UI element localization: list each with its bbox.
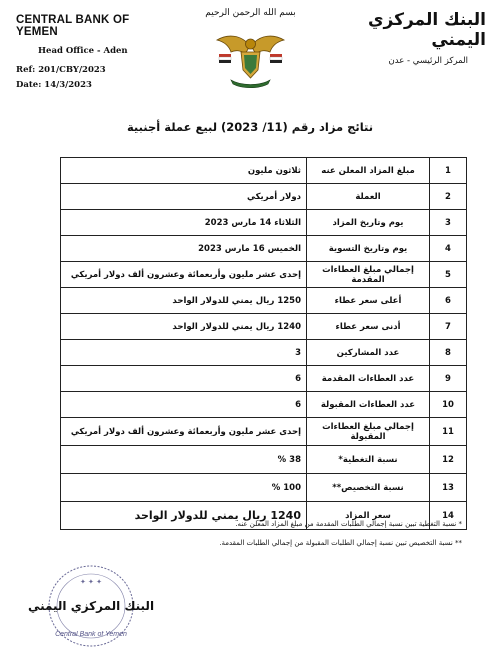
row-value: 6	[61, 366, 307, 392]
row-number: 5	[430, 262, 467, 288]
row-label: أعلى سعر عطاء	[307, 288, 430, 314]
footnote-coverage: * نسبة التغطية تبين نسبة إجمالي الطلبات المقدمة من مبلغ المزاد المعلن عنه.	[235, 520, 462, 528]
row-label: مبلغ المزاد المعلن عنه	[307, 158, 430, 184]
table-row	[61, 446, 467, 474]
table-row	[61, 262, 467, 288]
footnotes	[42, 520, 462, 558]
row-value: ثلاثون مليون	[61, 158, 307, 184]
letter-date: Date: 14/3/2023	[16, 80, 92, 90]
header-emblem	[195, 8, 305, 93]
row-value: 3	[61, 340, 307, 366]
row-value: 1240 ريال يمني للدولار الواحد	[61, 314, 307, 340]
row-label: إجمالي مبلغ العطاءات المقدمة	[307, 262, 430, 288]
row-number: 7	[430, 314, 467, 340]
svg-text:البنك المركزي اليمني: البنك المركزي اليمني	[27, 599, 155, 613]
row-value: 6	[61, 392, 307, 418]
table-row	[61, 184, 467, 210]
row-label: عدد المشاركين	[307, 340, 430, 366]
row-label: نسبة التغطية*	[307, 446, 430, 474]
table-row	[61, 392, 467, 418]
row-number: 6	[430, 288, 467, 314]
row-value: دولار أمريكي	[61, 184, 307, 210]
row-value: الثلاثاء 14 مارس 2023	[61, 210, 307, 236]
table-row	[61, 314, 467, 340]
svg-text:✦ ✦ ✦: ✦ ✦ ✦	[79, 578, 103, 586]
ref-number: Ref: 201/CBY/2023	[16, 65, 106, 75]
row-label: عدد العطاءات المقدمة	[307, 366, 430, 392]
row-label: يوم وتاريخ التسوية	[307, 236, 430, 262]
row-number: 12	[430, 446, 467, 474]
row-value: 1250 ريال يمني للدولار الواحد	[61, 288, 307, 314]
row-value: إحدى عشر مليون وأربعمائة وعشرون ألف دولار أمريكي	[61, 418, 307, 446]
row-number: 9	[430, 366, 467, 392]
row-value: إحدى عشر مليون وأربعمائة وعشرون ألف دولار أمريكي	[61, 262, 307, 288]
row-value: 1240 ريال يمني للدولار الواحد	[61, 502, 307, 530]
table-row	[61, 288, 467, 314]
table-row	[61, 236, 467, 262]
basmala: بسم الله الرحمن الرحيم	[205, 8, 296, 18]
table-row	[61, 474, 467, 502]
table-row	[61, 210, 467, 236]
row-value: 38 %	[61, 446, 307, 474]
row-number: 1	[430, 158, 467, 184]
table-row	[61, 418, 467, 446]
office-en: Head Office - Aden	[38, 46, 128, 56]
auction-results-table	[60, 157, 467, 530]
eagle-emblem-icon	[213, 24, 288, 92]
row-number: 14	[430, 502, 467, 530]
bank-name-ar: البنك المركزي اليمني	[367, 10, 486, 50]
footnote-allocation: ** نسبة التخصيص تبين نسبة إجمالي الطلبات المقبولة من إجمالي الطلبات المقدمة.	[219, 539, 462, 547]
row-value: 100 %	[61, 474, 307, 502]
svg-text:Central Bank of Yemen: Central Bank of Yemen	[55, 631, 127, 638]
table-row	[61, 366, 467, 392]
official-stamp-icon	[27, 558, 155, 658]
row-number: 8	[430, 340, 467, 366]
row-number: 10	[430, 392, 467, 418]
row-number: 13	[430, 474, 467, 502]
row-value: الخميس 16 مارس 2023	[61, 236, 307, 262]
row-label: يوم وتاريخ المزاد	[307, 210, 430, 236]
row-label: إجمالي مبلغ العطاءات المقبولة	[307, 418, 430, 446]
table-row	[61, 158, 467, 184]
table-row	[61, 340, 467, 366]
row-number: 4	[430, 236, 467, 262]
row-label: أدنى سعر عطاء	[307, 314, 430, 340]
row-label: العملة	[307, 184, 430, 210]
row-label: عدد العطاءات المقبولة	[307, 392, 430, 418]
document-title: نتائج مزاد رقم (11/ 2023) لبيع عملة أجنبية	[126, 120, 374, 134]
row-number: 11	[430, 418, 467, 446]
header-right	[326, 10, 486, 66]
header-left	[16, 14, 166, 90]
row-number: 2	[430, 184, 467, 210]
row-label: نسبة التخصيص**	[307, 474, 430, 502]
office-ar: المركز الرئيسي - عدن	[388, 56, 468, 66]
bank-name-en: CENTRAL BANK OF YEMEN	[16, 14, 130, 38]
row-number: 3	[430, 210, 467, 236]
row-label: سعر المزاد	[307, 502, 430, 530]
